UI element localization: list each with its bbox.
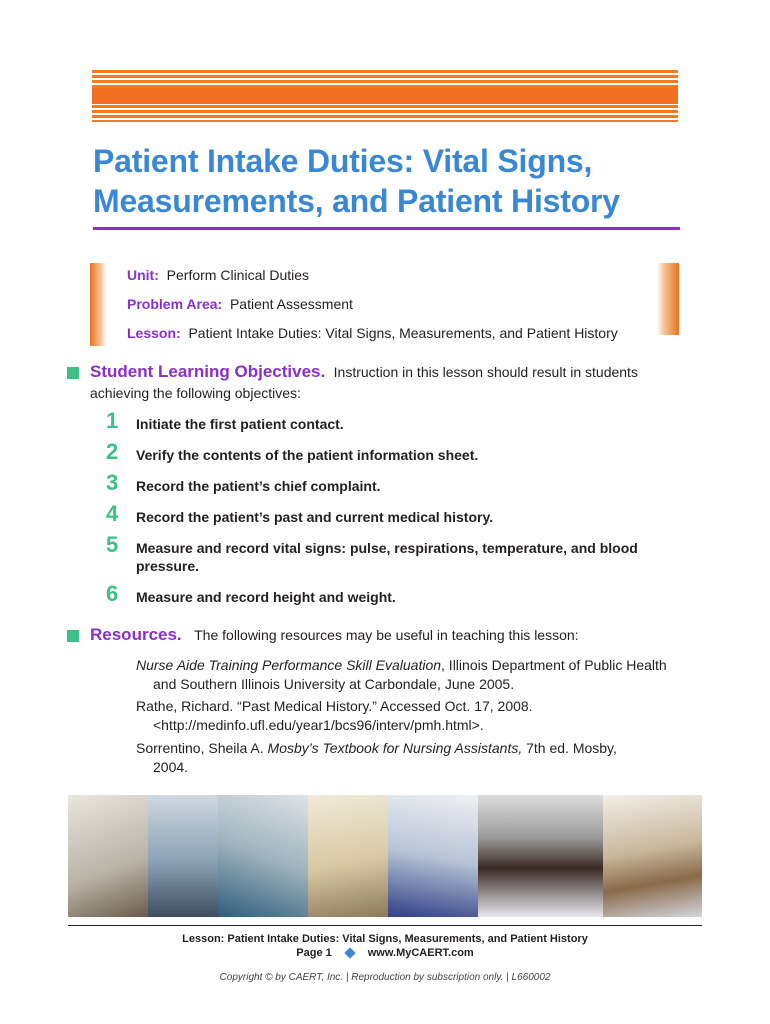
objective-number: 6: [106, 581, 119, 606]
page-number: Page 1: [296, 947, 332, 959]
resource-entry: [136, 697, 653, 734]
footer-page-line: [68, 947, 702, 960]
objective-number: 3: [106, 470, 119, 495]
objective-text: Measure and record height and weight.: [136, 589, 396, 605]
lesson-row: [127, 324, 618, 342]
student-photo: [478, 795, 603, 917]
objective-text: Record the patient’s past and current medical history.: [136, 509, 494, 525]
medical-staff-photo: [218, 795, 308, 917]
objectives-heading-row: [90, 362, 638, 382]
lab-technician-photo: [68, 795, 148, 917]
resource-details: Rathe, Richard. “Past Medical History.” Accessed Oct. 17, 2008. <http://medinfo.ufl.edu/year1/bcs96/interv/pmh.html>.: [136, 698, 533, 733]
surgery-photo: [308, 795, 388, 917]
header-banner: [92, 70, 678, 122]
photo-collage: [68, 795, 702, 917]
unit-row: [127, 266, 309, 284]
footer-divider: [68, 925, 702, 926]
resources-heading: Resources.: [90, 625, 182, 644]
resource-title: Nurse Aide Training Performance Skill Evaluation: [136, 657, 442, 673]
left-accent-bar: [90, 263, 106, 346]
pediatric-care-photo: [603, 795, 702, 917]
objectives-heading: Student Learning Objectives.: [90, 362, 326, 381]
resource-entry: [136, 739, 623, 776]
unit-value: Perform Clinical Duties: [166, 267, 310, 283]
right-accent-bar: [657, 263, 679, 335]
diamond-icon: [344, 947, 355, 958]
nurse-photo: [148, 795, 218, 917]
objective-number: 2: [106, 439, 119, 464]
resources-bullet-icon: [67, 630, 79, 642]
objective-text: Measure and record vital signs: pulse, respirations, temperature, and blood pressure.: [136, 540, 638, 574]
objectives-bullet-icon: [67, 367, 79, 379]
resource-details: , Illinois Department of Public Health and Southern Illinois University at Carbondale, June 2005.: [153, 657, 667, 692]
resource-title: Mosby’s Textbook for Nursing Assistants,: [267, 740, 523, 756]
objective-number: 5: [106, 532, 119, 557]
problem-area-row: [127, 295, 353, 313]
problem-area-label: Problem Area:: [127, 296, 223, 312]
resources-heading-row: [90, 625, 579, 645]
footer-lesson-line: Lesson: Patient Intake Duties: Vital Signs, Measurements, and Patient History: [182, 933, 588, 945]
resource-author: Sorrentino, Sheila A.: [136, 740, 268, 756]
copyright-notice: Copyright © by CAERT, Inc. | Reproduction by subscription only. | L660002: [219, 972, 551, 983]
resource-details: 7th ed. Mosby, 2004.: [153, 740, 617, 775]
website-link[interactable]: www.MyCAERT.com: [367, 947, 474, 959]
resource-entry: [136, 656, 673, 693]
lesson-label: Lesson:: [127, 325, 181, 341]
objective-text: Verify the contents of the patient information sheet.: [136, 447, 479, 463]
problem-area-value: Patient Assessment: [229, 296, 353, 312]
unit-label: Unit:: [127, 267, 159, 283]
objective-number: 4: [106, 501, 119, 526]
lesson-value: Patient Intake Duties: Vital Signs, Measurements, and Patient History: [188, 325, 618, 341]
objective-number: 1: [106, 408, 119, 433]
objective-text: Initiate the first patient contact.: [136, 416, 344, 432]
objectives-intro-continued: achieving the following objectives:: [90, 385, 301, 401]
objective-text: Record the patient’s chief complaint.: [136, 478, 381, 494]
hospital-hallway-photo: [388, 795, 478, 917]
page-title: Patient Intake Duties: Vital Signs, Measurements, and Patient History: [93, 143, 620, 219]
objectives-intro: Instruction in this lesson should result in students: [333, 364, 638, 380]
title-divider: [93, 227, 680, 230]
resources-intro: The following resources may be useful in teaching this lesson:: [194, 627, 579, 643]
